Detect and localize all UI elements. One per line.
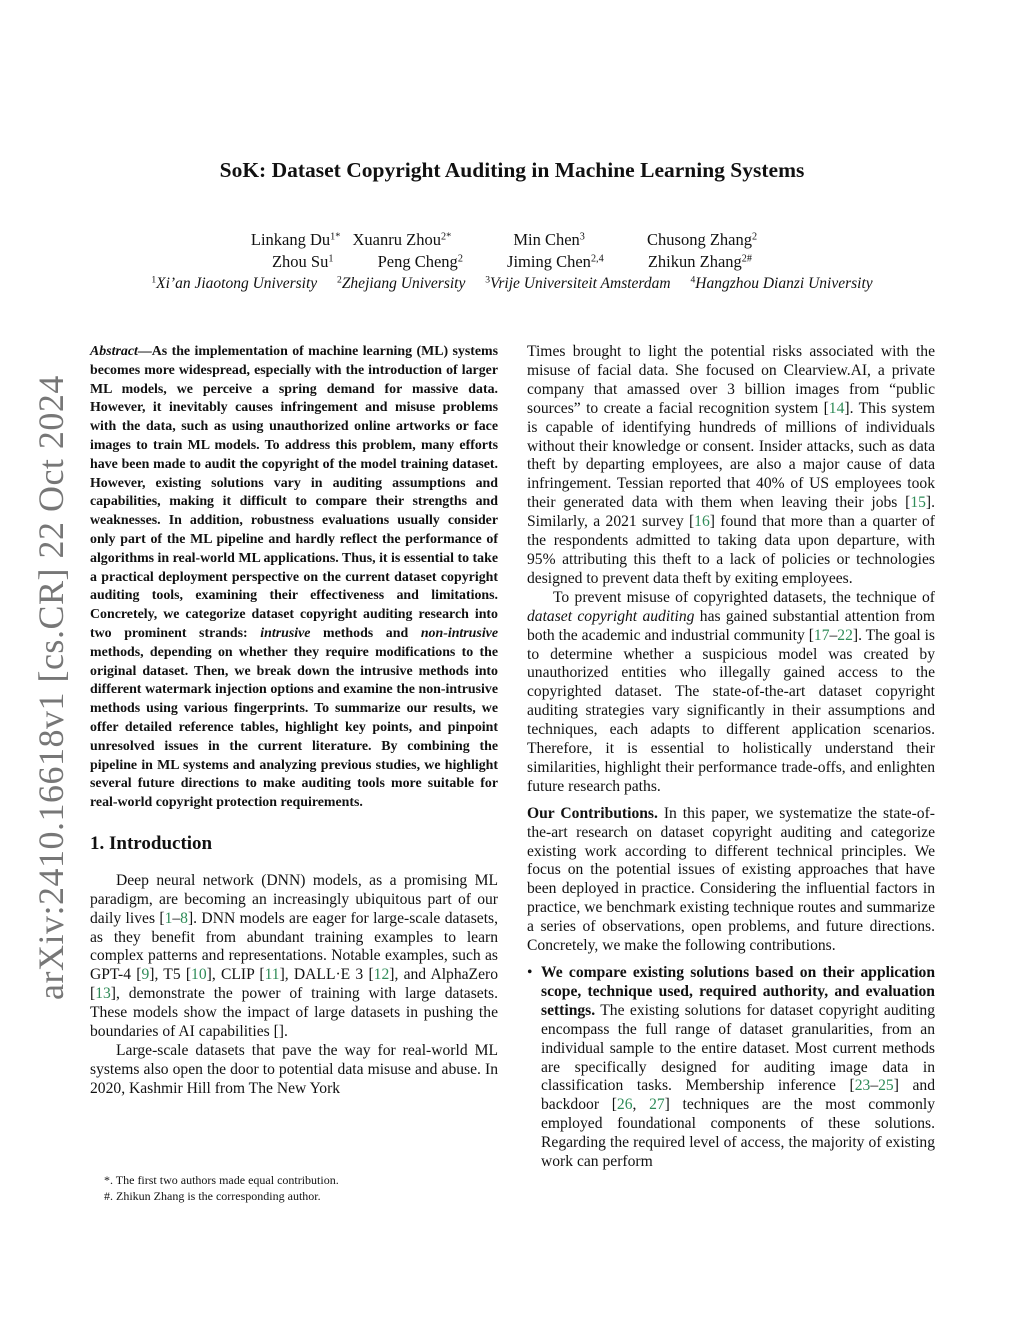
left-column (90, 343, 498, 1099)
citation-link[interactable]: 26 (616, 1096, 633, 1114)
affiliation: $^3$Vrije Universiteit Amsterdam (485, 274, 671, 292)
bullet-dot: • (527, 964, 533, 981)
authors-row-2 (0, 252, 1024, 272)
citation-link[interactable]: 16 (694, 513, 710, 531)
author: Min Chen$^3$ (513, 230, 585, 249)
citation-link[interactable]: 27 (649, 1096, 665, 1114)
affiliation: $^1$Xi’an Jiaotong University (151, 274, 318, 292)
citation-link[interactable]: 14 (828, 399, 845, 417)
citation-link[interactable]: 9 (141, 966, 150, 984)
author: Zhikun Zhang$^{2\#}$ (647, 252, 753, 271)
paragraph: To prevent misuse of copyrighted datasets, the technique of dataset copyright auditing has gained substantial attention from both the academic and industrial community [17–22]. The goal is to determine whether a suspicious model was created by unauthorized entities who illegally gained access to the copyrighted dataset. The state-of-the-art dataset copyright auditing strategies vary significantly in their assumptions and techniques, each adapts to different application scenarios. Therefore, it is essential to holistically understand their similarities, highlight their performance trade-offs, and enlighten future research paths. (527, 588, 936, 795)
citation-link[interactable]: 8 (180, 909, 188, 927)
author: Xuanru Zhou$^{2*}$ (352, 230, 452, 249)
section-heading-introduction: 1. Introduction (90, 832, 213, 854)
arxiv-stamp: arXiv:2410.16618v1 [cs.CR] 22 Oct 2024 (31, 375, 71, 1000)
contribution-bullet: • We compare existing solutions based on their application scope, technique used, required authority, and evaluation settings. The existing solutions for dataset copyright auditing encompass the full range of dataset granularities, from an individual sample to the entire dataset. Most current methods are specifically designed for auditing image data in classification tasks. Membership inference [23–25] and backdoor [26, 27] techniques are the most commonly employed foundational components of these solutions. Regarding the required level of access, the majority of existing work can perform (527, 964, 936, 1171)
contributions-paragraph: Our Contributions. In this paper, we systematize the state-of-the-art research on dataset copyright auditing and categorize existing work according to different technical principles. We focus on the potential issues of existing approaches that have been deployed in practice. Considering the influential factors in practice, we benchmark existing technique routes and summarize a series of observations, open problems, and future directions. Concretely, we make the following contributions. (527, 804, 935, 955)
right-column (527, 343, 935, 1172)
author: Peng Cheng$^2$ (377, 252, 463, 271)
paragraph: Times brought to light the potential risks associated with the misuse of facial data. She focused on Clearview.AI, a private company that amassed over 3 billion images from “public sources” to create a facial recognition system [14]. This system is capable of identifying hundreds of millions of individuals without their knowledge or consent. Insider attacks, such as data theft by departing employees, are also a major cause of data infringement. Tessian reported that 40% of US employees took their generated data with them when leaving their jobs [15]. Similarly, a 2021 survey [16] found that more than a quarter of the respondents admitted to taking data upon departure, with 95% attributing this theft to a lack of policies or technologies designed to prevent data theft by exiting employees. (527, 343, 936, 587)
citation-link[interactable]: 22 (837, 626, 853, 644)
citation-link[interactable]: 25 (878, 1077, 894, 1095)
author: Zhou Su$^1$ (271, 252, 334, 271)
abstract: Abstract—As the implementation of machine learning (ML) systems becomes more widespread, especially with the introduction of larger ML models, we perceive a spring demand for massive data. However, it inevitably causes infringement and misuse problems with the data, such as using unauthorized online artworks or face images to train ML models. To address this problem, many efforts have been made to audit the copyright of the model training dataset. However, existing solutions vary in auditing assumptions and capabilities, making it difficult to compare their strengths and weaknesses. In addition, robustness evaluations usually consider only part of the ML pipeline and hardly reflect the performance of algorithms in real-world ML applications. Thus, it is essential to take a practical deployment perspective on the current dataset copyright auditing tools, examining their effectiveness and limitations. Concretely, we categorize dataset copyright auditing research into two prominent strands: intrusive methods and non-intrusive methods, depending on whether they require modifications to the original dataset. Then, we break down the intrusive methods into different watermark injection options and examine the non-intrusive methods using various fingerprints. To summarize our results, we offer detailed reference tables, highlight key points, and pinpoint unresolved issues in the current literature. By combining the pipeline in ML systems and analyzing previous studies, we highlight several future directions to make auditing tools more suitable for real-world copyright protection requirements. (90, 344, 499, 811)
citation-link[interactable]: 15 (910, 494, 926, 512)
author: Linkang $Du^{1*}$ (250, 230, 341, 249)
author: Jiming Chen$^{2,4}$ (507, 252, 604, 271)
citation-link[interactable]: 1 (164, 909, 173, 927)
citation-link[interactable]: 12 (373, 966, 390, 984)
citation-link[interactable]: 23 (854, 1077, 871, 1095)
contributions-heading: Our Contributions. (527, 804, 658, 822)
authors-row-1 (0, 230, 1024, 250)
author: Chusong Zhang$^2$ (647, 230, 758, 249)
intro-paragraph-2: Large-scale datasets that pave the way for real-world ML systems also open the door to potential data misuse and abuse. In 2020, Kashmir Hill from The New York (90, 1041, 498, 1097)
paper-title: SoK: Dataset Copyright Auditing in Machine Learning Systems (219, 158, 805, 182)
affiliations (0, 275, 1024, 293)
citation-link[interactable]: 11 (264, 966, 280, 984)
citation-link[interactable]: 13 (95, 985, 111, 1003)
citation-link[interactable]: 17 (813, 626, 830, 644)
affiliation: $^2$Zhejiang University (337, 274, 466, 292)
footnote: *. The first two authors made equal contribution. (104, 1173, 339, 1187)
intro-paragraph-1: Deep neural network (DNN) models, as a promising ML paradigm, are becoming an increasingly ubiquitous part of our daily lives [1–8]. DNN models are eager for large-scale datasets, as they benefit from abundant training examples to learn complex patterns and representations. Notable examples, such as GPT-4 [9], T5 [10], CLIP [11], DALL·E 3 [12], and AlphaZero [13], demonstrate the power of training with large datasets. These models show the impact of large datasets in pushing the boundaries of AI capabilities []. (90, 871, 498, 1041)
citation-link[interactable]: 10 (191, 966, 207, 984)
footnote: #. Zhikun Zhang is the corresponding author. (104, 1189, 321, 1203)
abstract-label: Abstract (90, 344, 138, 359)
affiliation: $^4$Hangzhou Dianzi University (690, 274, 873, 292)
